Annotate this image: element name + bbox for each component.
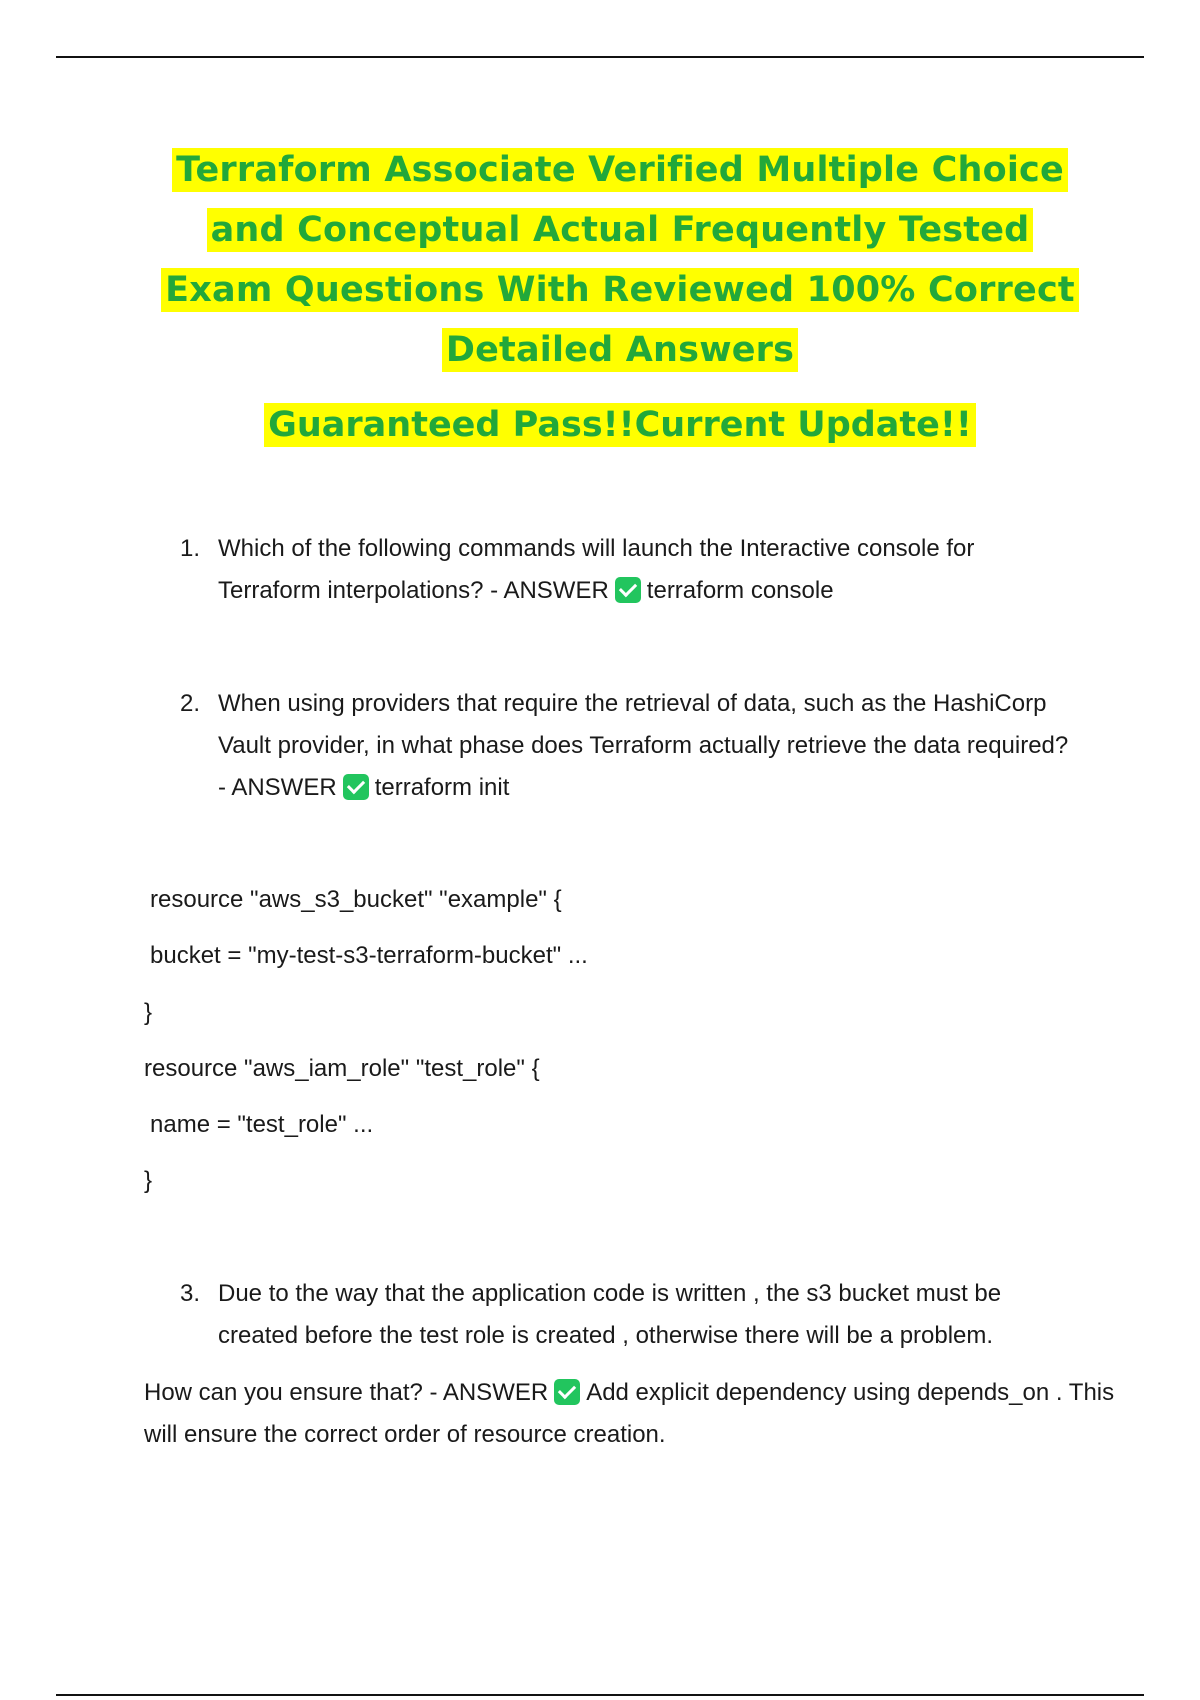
question-2 [180,683,1080,809]
title-line-4: Detailed Answers [80,320,1160,380]
bottom-rule [56,1694,1144,1696]
check-mark-icon [554,1379,580,1405]
question-3-answer: How can you ensure that? - ANSWER Add explicit dependency using depends_on . This will ensure the correct order of resource creation. [144,1379,1115,1448]
top-rule [56,56,1144,58]
answer-text: Add explicit dependency using depends_on . This will ensure the correct order of resource creation. [144,1379,1115,1448]
answer-text: terraform console [646,577,834,604]
code-line: resource "aws_iam_role" "test_role" { [144,1055,540,1082]
code-line: bucket = "my-test-s3-terraform-bucket" ... [150,942,588,969]
question-1 [180,528,1080,612]
check-mark-icon [343,774,369,800]
question-number: 1. [180,535,201,562]
code-line: resource "aws_s3_bucket" "example" { [150,886,562,913]
question-text: Due to the way that the application code is written , the s3 bucket must be created before the test role is created , otherwise there will be a problem. [218,1280,1002,1349]
code-line: } [144,999,153,1026]
question-3 [180,1273,1080,1357]
answer-text: terraform init [374,774,510,801]
check-mark-icon [615,577,641,603]
document-title [80,140,1160,380]
question-number: 2. [180,690,201,717]
question-text: When using providers that require the retrieval of data, such as the HashiCorp Vault provider, in what phase does Terraform actually retrieve the data required? - ANSWER terraform init [218,690,1069,801]
code-line: name = "test_role" ... [150,1111,374,1138]
question-text: Which of the following commands will launch the Interactive console for Terraform interpolations? - ANSWER terraform console [218,535,975,604]
title-line-3: Exam Questions With Reviewed 100% Correct [80,260,1160,320]
title-line-2: and Conceptual Actual Frequently Tested [80,200,1160,260]
question-number: 3. [180,1280,201,1307]
document-subtitle: Guaranteed Pass!!Current Update!! [80,395,1160,455]
title-line-1: Terraform Associate Verified Multiple Choice [80,140,1160,200]
code-line: } [144,1167,153,1194]
